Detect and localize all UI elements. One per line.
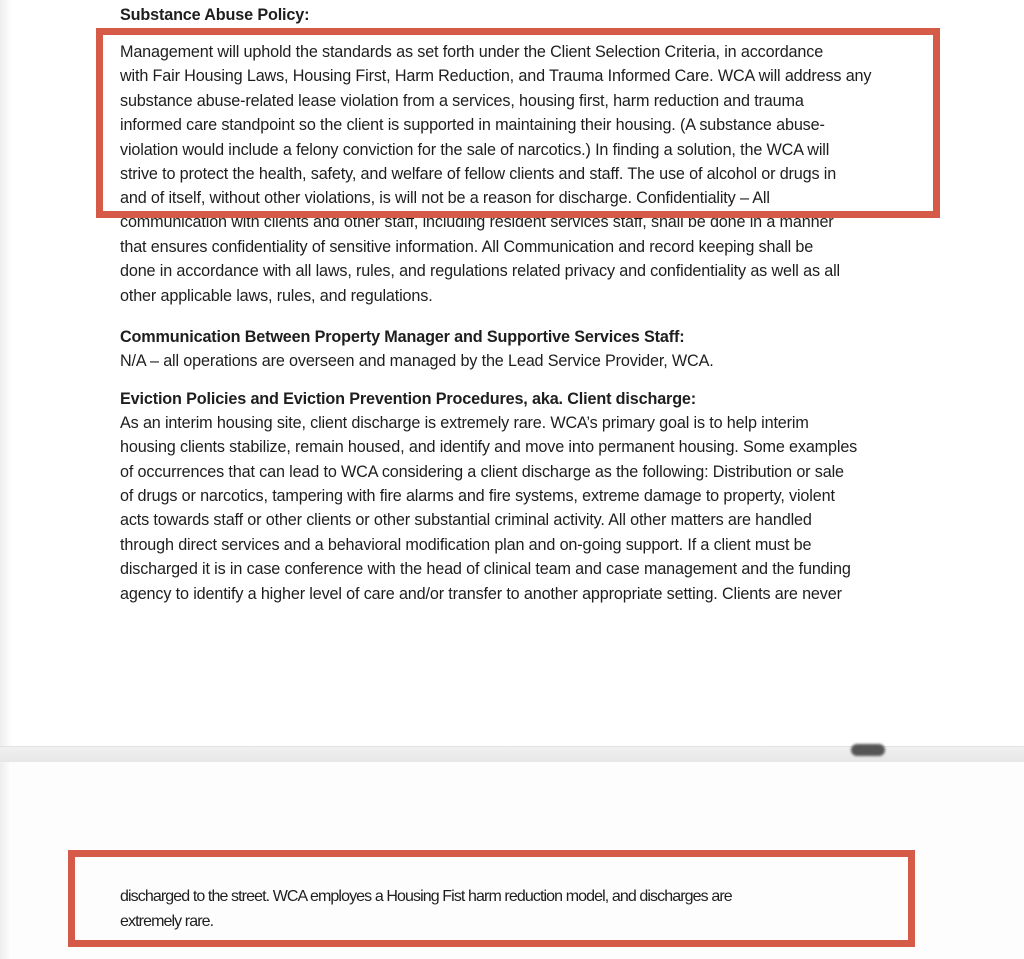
text-line: through direct services and a behavioral modification plan and on-going support. If a client must be [120,536,812,554]
continuation-text-line: extremely rare. [120,913,214,930]
text-line: that ensures confidentiality of sensitive information. All Communication and record keeping shall be [120,238,814,256]
text-line: strive to protect the health, safety, and welfare of fellow clients and staff. The use of alcohol or drugs in [120,165,837,183]
text-line: discharged it is in case conference with the head of clinical team and case management and the funding [120,560,851,578]
continuation-text-line: discharged to the street. WCA employes a Housing Fist harm reduction model, and discharges are [120,888,732,905]
section-heading-eviction: Eviction Policies and Eviction Prevention Procedures, aka. Client discharge: [120,390,697,408]
page-shadow-edge [0,762,12,959]
text-line: agency to identify a higher level of care and/or transfer to another appropriate setting. Clients are never [120,585,842,603]
page-shadow-edge [0,0,12,746]
highlight-box-continuation [68,850,915,947]
text-line: N/A – all operations are overseen and managed by the Lead Service Provider, WCA. [120,352,714,370]
text-line: with Fair Housing Laws, Housing First, Harm Reduction, and Trauma Informed Care. WCA will address any [120,67,872,85]
text-line: communication with clients and other staff, including resident services staff, shall be done in a manner [120,213,834,231]
text-line: Management will uphold the standards as set forth under the Client Selection Criteria, in accordance [120,43,824,61]
text-line: housing clients stabilize, remain housed, and identify and move into permanent housing. Some examples [120,438,858,456]
text-line: of drugs or narcotics, tampering with fire alarms and fire systems, extreme damage to property, violent [120,487,835,505]
text-line: acts towards staff or other clients or other substantial criminal activity. All other matters are handled [120,511,812,529]
text-line: substance abuse-related lease violation from a services, housing first, harm reduction and trauma [120,92,804,110]
text-line: other applicable laws, rules, and regulations. [120,287,433,305]
scrollbar-thumb[interactable] [851,744,885,756]
text-line: As an interim housing site, client discharge is extremely rare. WCA’s primary goal is to help interim [120,414,809,432]
text-line: informed care standpoint so the client is supported in maintaining their housing. (A substance abuse- [120,116,825,134]
section-heading-communication: Communication Between Property Manager and Supportive Services Staff: [120,328,685,346]
section-heading-substance-abuse: Substance Abuse Policy: [120,6,310,24]
text-line: done in accordance with all laws, rules, and regulations related privacy and confidentiality as well as all [120,262,840,280]
text-line: violation would include a felony conviction for the sale of narcotics.) In finding a solution, the WCA will [120,141,830,159]
text-line: of occurrences that can lead to WCA considering a client discharge as the following: Distribution or sale [120,463,844,481]
text-line: and of itself, without other violations, is will not be a reason for discharge. Confidentiality – All [120,189,770,207]
highlight-box-substance-abuse [96,28,940,218]
